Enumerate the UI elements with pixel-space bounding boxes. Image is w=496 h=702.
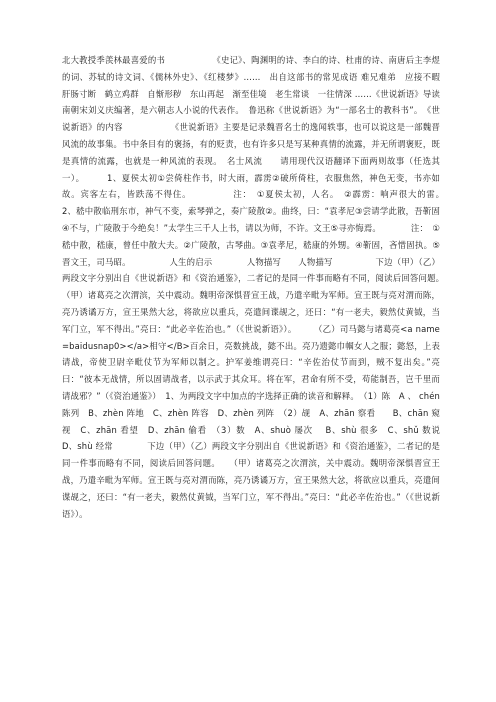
document-body	[62, 52, 466, 522]
body-text: 北大教授季羡林最喜爱的书 《史记》、陶渊明的诗、李白的诗、杜甫的诗、南唐后主李煜的词、苏轼的诗文词、《儒林外史》、《红楼梦》…… 出自这部书的常见成语 难兄难弟 应接不暇 肝肠寸断 鹤立鸡群 自惭形秽 东山再起 渐至佳境 老生常谈 一往情深 ……《世说新语》导读 南朝宋刘义庆编著，是六朝志人小说的代表作。 鲁迅称《世说新语》为“一部名士的教科书”。 《世说新语》的内容 《世说新语》主要是记录魏晋名士的逸闻轶事，也可以说这是一部魏晋风流的故事集。书中条目有的褒扬，有的贬责，也有许多只是写某种真情的流露，并无所谓褒贬，既是真情的流露，也就是一种风流的表现。 名士风流 请用现代汉语翻译下面两则故事（任选其一）。 1、夏侯太初①尝倚柱作书，时大雨，霹雳②破所倚柱，衣服焦然，神色无变，书亦如故。宾客左右，皆跌荡不得住。 注： ①夏侯太初，人名。 ②霹雳：响声很大的雷。 2、嵇中散临刑东市，神气不变，索琴弹之，奏广陵散②。曲终，曰：“袁孝尼③尝请学此散，吾靳固④不与，广陵散于今绝矣！”太学生三千人上书，请以为师，不许。文王⑤寻亦悔焉。 注： ①嵇中散，嵇康，曾任中散大夫。②广陵散，古琴曲。③袁孝尼，嵇康的外甥。④靳固，吝惜固执。⑤晋文王，司马昭。 人生的启示 人物描写 人物描写 下边（甲）（乙）两段文字分别出自《世说新语》和《资治通鉴》，二者记的是同一件事而略有不同，阅读后回答问题。 （甲）诸葛亮之次渭滨，关中震动。魏明帝深惧晋宣王战，乃遣辛毗为军师。宣王既与亮对渭而陈，亮乃诱谲万方，宣王果然大忿，将欲应以重兵，亮遣间谍觇之，还曰：“有一老夫，毅然仗黄钺，当军门立，军不得出。”亮曰：“此必辛佐治也。”（《世说新语》）。 （乙）司马懿与诸葛亮<a name=baidusnap0></a>相守</B>百余日，亮数挑战，懿不出。亮乃遗懿巾帼女人之服；懿怒，上表请战，帝使卫尉辛毗仗节为军师以制之。护军姜维谓亮曰：“辛佐治仗节而到，贼不复出矣。”亮曰：“彼本无战情，所以固请战者，以示武于其众耳。将在军，君命有所不受，苟能制吾，岂千里而请战邪？”（《资治通鉴》） 1、为两段文字中加点的字选择正确的读音和解释。 （1）陈 A 、 chén 陈列 B、zhèn 阵地 C、zhèn 阵容 D、zhèn 列阵 （2）觇 A、zhān 察看 B、chān 窥视 C、zhān 看望 D、zhān 偷看 （3）数 A、shuò 屡次 B、shù 很多 C、shǔ 数说 D、shù 经常 下边（甲）（乙）两段文字分别出自《世说新语》和《资治通鉴》，二者记的是同一件事而略有不同，阅读后回答问题。 （甲）诸葛亮之次渭滨，关中震动。魏明帝深惧晋宣王战，乃遣辛毗为军师。宣王既与亮对渭而陈，亮乃诱谲万方，宣王果然大忿，将欲应以重兵，亮遣间谍觇之，还曰：“有一老夫，毅然仗黄钺，当军门立，军不得出。”亮曰：“此必辛佐治也。”（《世说新语》）。	[62, 55, 466, 519]
